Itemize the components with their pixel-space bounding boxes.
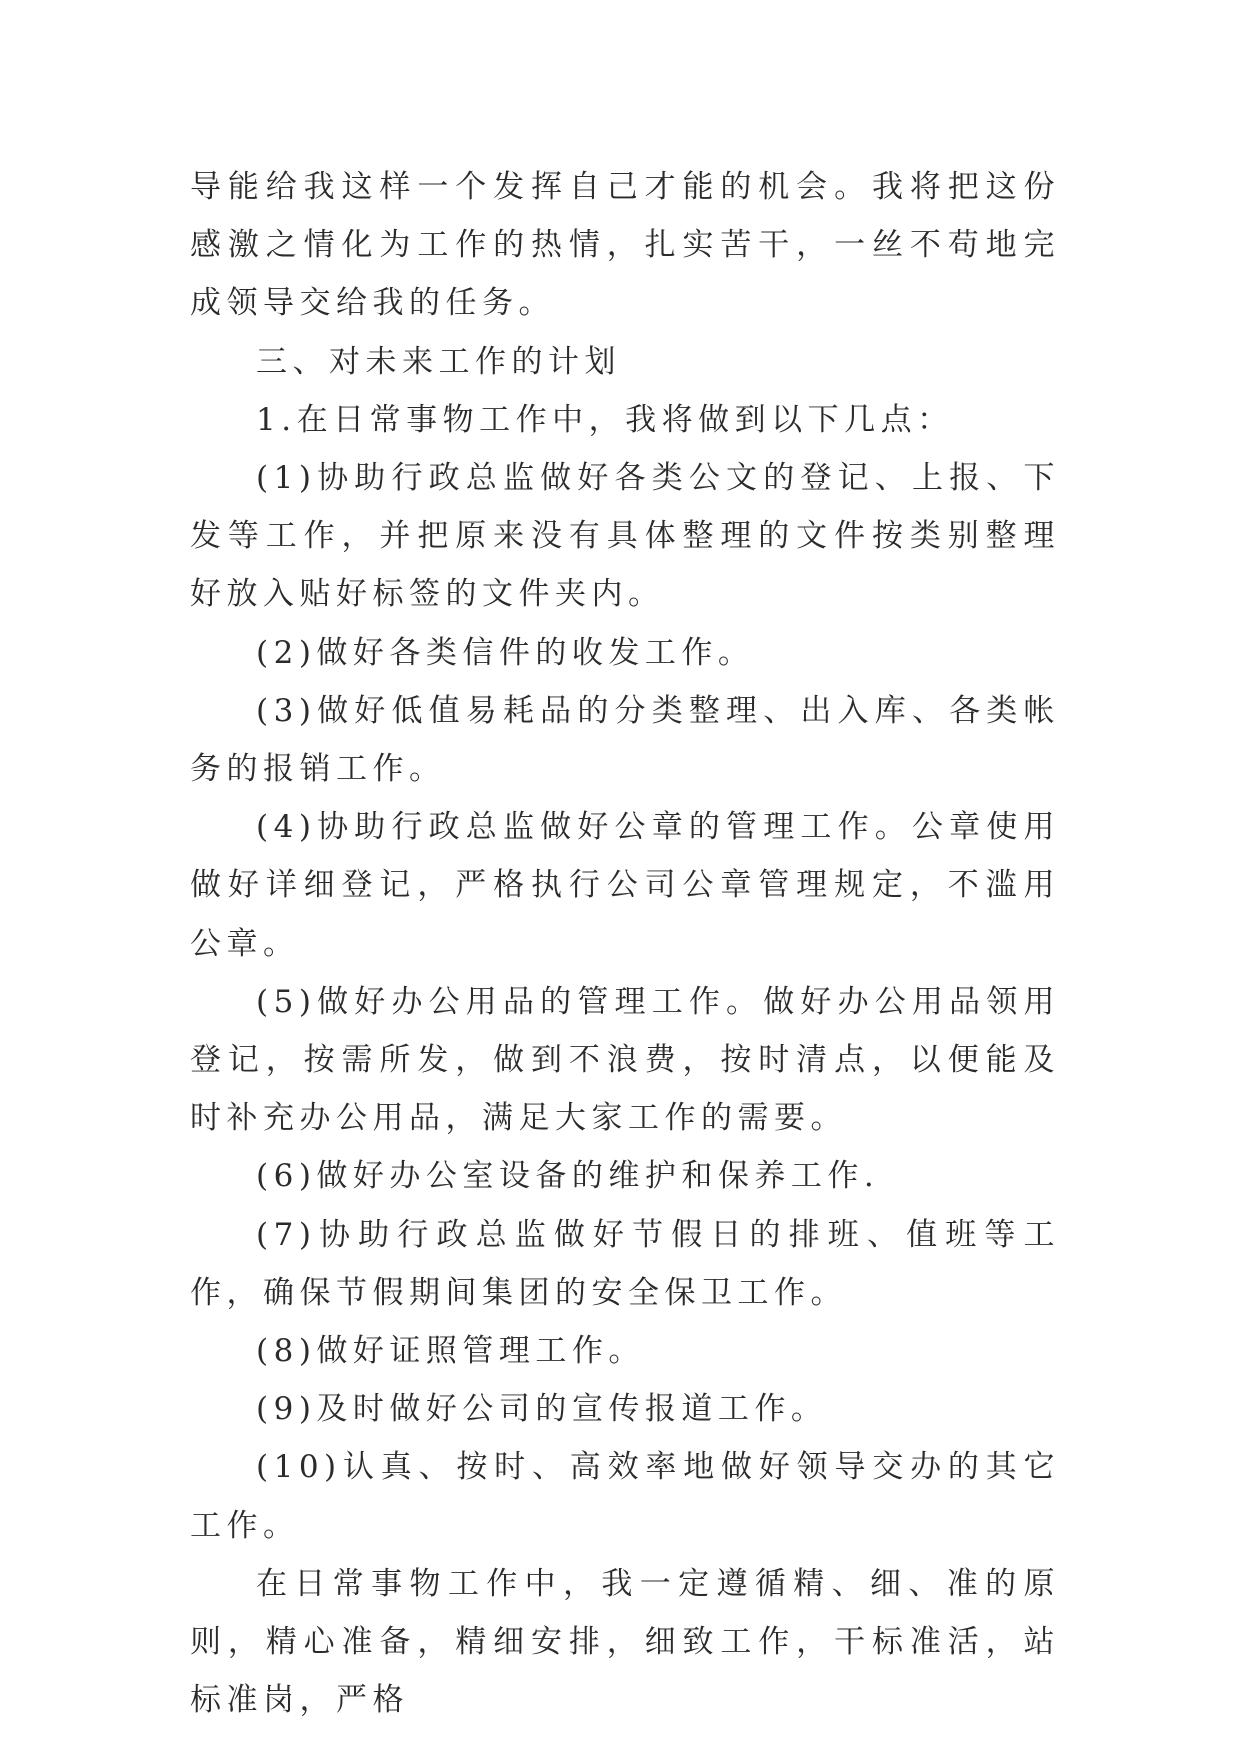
list-item-8: (8)做好证照管理工作。 [256,1333,645,1370]
subsection-heading-daily-work: 1.在日常事物工作中，我将做到以下几点： [256,401,954,438]
list-item-10: (10)认真、按时、高效率地做好领导交办的其它工作。 [190,1449,1060,1544]
list-item-5: (5)做好办公用品的管理工作。做好办公用品领用登记，按需所发，做到不浪费，按时清点，以便能及时补充办公用品，满足大家工作的需要。 [190,983,1060,1137]
list-item-1: (1)协助行政总监做好各类公文的登记、上报、下发等工作，并把原来没有具体整理的文件按类别整理好放入贴好标签的文件夹内。 [190,460,1060,613]
list-item-7: (7)协助行政总监做好节假日的排班、值班等工作，确保节假期间集团的安全保卫工作。 [190,1216,1060,1311]
list-item-3: (3)做好低值易耗品的分类整理、出入库、各类帐务的报销工作。 [190,692,1060,788]
paragraph-continuation: 导能给我这样一个发挥自己才能的机会。我将把这份感激之情化为工作的热情，扎实苦干，一丝不苟地完成领导交给我的任务。 [190,169,1060,322]
document-body [190,158,1060,1729]
list-item-6: (6)做好办公室设备的维护和保养工作. [256,1158,880,1195]
list-item-4: (4)协助行政总监做好公章的管理工作。公章使用做好详细登记，严格执行公司公章管理规定，不滥用公章。 [190,809,1060,962]
section-heading-future-plan: 三、对未来工作的计划 [256,343,621,380]
list-item-2: (2)做好各类信件的收发工作。 [256,634,755,671]
list-item-9: (9)及时做好公司的宣传报道工作。 [256,1391,828,1428]
closing-paragraph: 在日常事物工作中，我一定遵循精、细、准的原则，精心准备，精细安排，细致工作，干标准活，站标准岗，严格 [190,1565,1060,1719]
